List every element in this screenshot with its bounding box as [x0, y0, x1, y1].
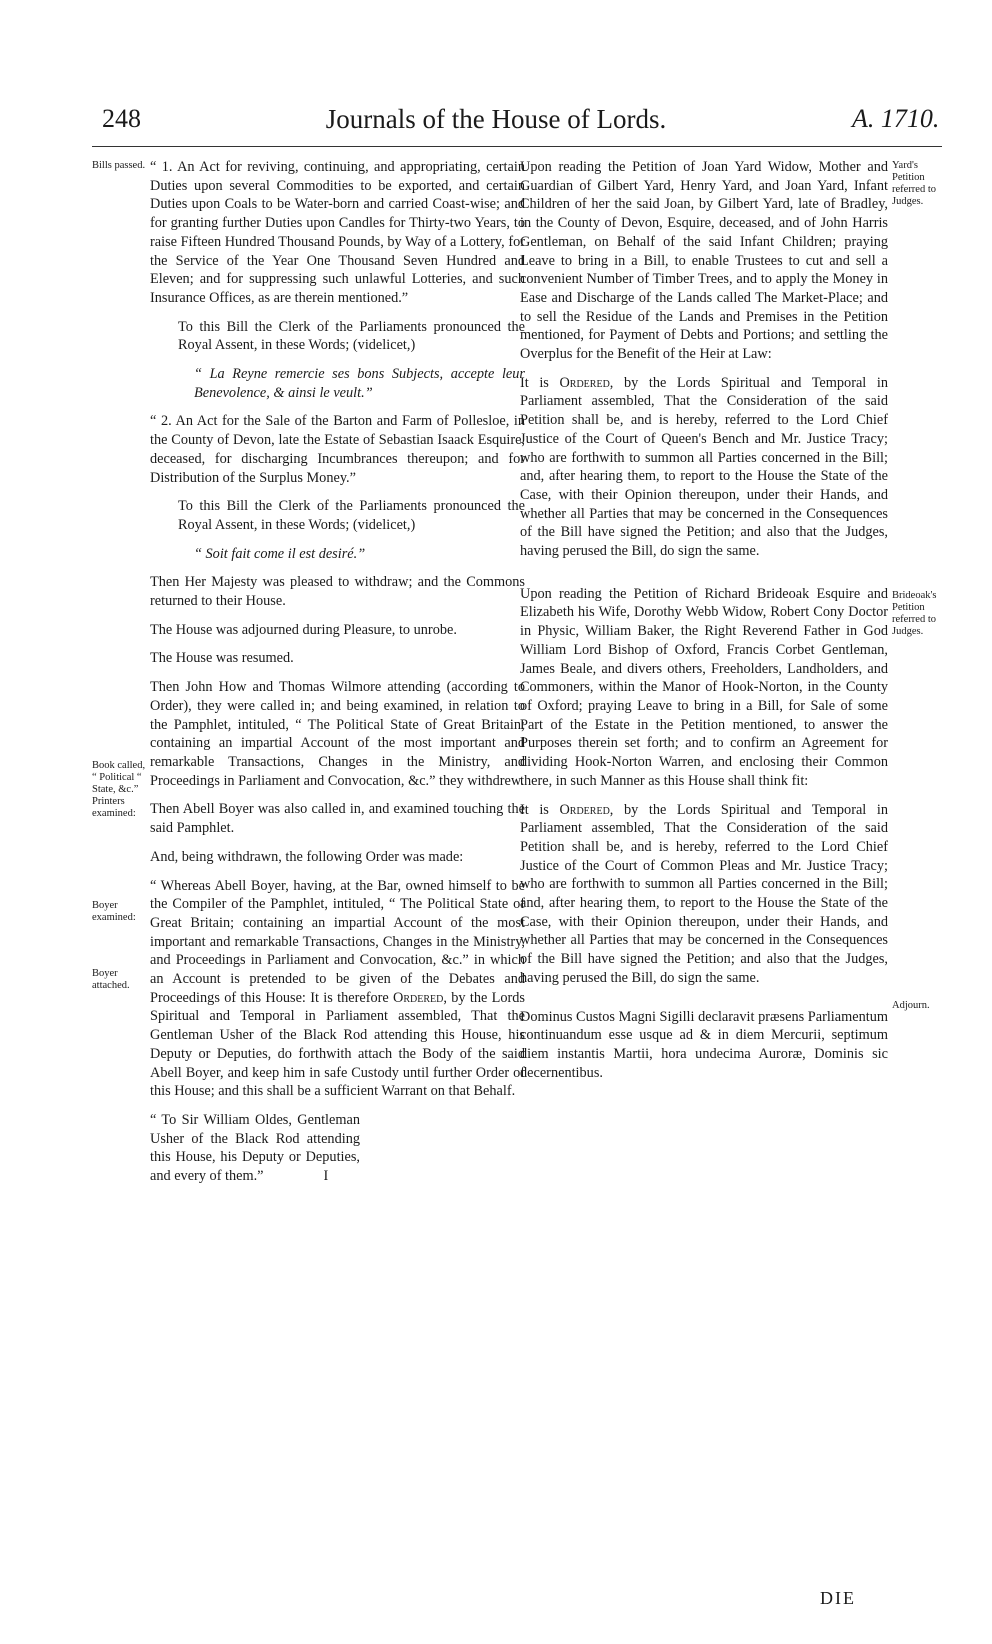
assent-1-words: “ La Reyne remercie ses bons Subjects, accepte leur Benevolence, & ainsi le veult.” [194, 366, 525, 401]
yard-order-paragraph [520, 374, 888, 561]
how-wilmore-paragraph: Then John How and Thomas Wilmore attending (according to Order), they were called in; and being examined, in relation to the Pamphlet, intituled, “ The Political State of Great Britain; containing an impartial Account of the most important and remarkable Transactions, Changes in the Ministry, and Proceedings in Parliament and Convocation, &c.” they withdrew. [150, 679, 525, 789]
margin-note-adjourn: Adjourn. [892, 1000, 930, 1011]
yard-order-text: , by the Lords Spiritual and Temporal in Parliament assembled, That the Consideration of the said Petition shall be, and is hereby, referred to the Lord Chief Justice of the Court of Queen's Bench and Mr. Justice Tracy; who are forthwith to summon all Parties concerned in the Bill; and, after hearing them, to report to the House the State of the Case, with their Opinion thereupon, under their Hands, and whether all Parties that may be concerned in the Consequences of the Bill have signed the Petition; and also that the Judges, having perused the Bill, do sign the same. [520, 374, 888, 560]
assent-2: To this Bill the Clerk of the Parliaments pronounced the Royal Assent, in these Words; (videlicet,) [178, 498, 525, 533]
journal-title: Journals of the House of Lords. [325, 104, 667, 134]
right-column [520, 158, 888, 1092]
it-is-text: It is [520, 801, 560, 818]
assent-1: To this Bill the Clerk of the Parliaments pronounced the Royal Assent, in these Words; (videlicet,) [178, 318, 525, 354]
signature-mark: I [323, 1168, 329, 1185]
whereas-text-a: “ Whereas Abell Boyer, having, at the Bar, owned himself to be the Compiler of the Pamphlet, intituled, “ The Political State of Great Britain; containing an impartial Account of the most important and remarkable Transactions, Changes in the Ministry, and Proceedings in Parliament and Convocation, &c.” in which an Account is pretended to be given of the Debates and Proceedings of this House: It is therefore [150, 877, 525, 1006]
brideoak-order-text: , by the Lords Spiritual and Temporal in Parliament assembled, That the Consideration of the said Petition shall be, and is hereby, referred to the Lord Chief Justice of the Court of Common Pleas and Mr. Justice Tracy; who are forthwith to summon all Parties concerned in the Bill; and, after hearing them, to report to the House the State of the Case, with their Opinion thereupon, under their Hands, and whether all Parties that may be concerned in the Consequences of the Bill have signed the Petition; and also that the Judges, having perused the Bill, do sign the same. [520, 801, 888, 986]
withdraw-paragraph: Then Her Majesty was pleased to withdraw; and the Commons returned to their House. [150, 574, 525, 610]
catchword: DIE [820, 1588, 856, 1608]
act-1: “ 1. An Act for reviving, continuing, and appropriating, certain Duties upon several Commodities to be exported, and certain Duties upon Coals to be Water-born and carried Coast-wise; and for granting further Duties upon Candles for Thirty-two Years, to raise Fifteen Hundred Thousand Pounds, by Way of a Lottery, for the Service of the Year One Thousand Seven Hundred and Eleven; and for suppressing such unlawful Lotteries, and such Insurance Offices, as are therein mentioned.” [150, 159, 525, 306]
page-number: 248 [102, 104, 141, 133]
ordered-word: Ordered [559, 801, 610, 818]
it-is-text: It is [520, 374, 560, 391]
whereas-order [150, 877, 525, 1101]
resumed-paragraph: The House was resumed. [150, 650, 294, 667]
page-header [0, 104, 992, 144]
yard-petition-paragraph: Upon reading the Petition of Joan Yard Widow, Mother and Guardian of Gilbert Yard, Henry Yard, and Joan Yard, Infant Children of her the said Joan, by Gilbert Yard, late of Bradley, in the County of Devon, Esquire, deceased, and of John Harris Gentleman, on Behalf of the said Infant Children; praying Leave to bring in a Bill, to enable Trustees to cut and sell a convenient Number of Timber Trees, and to apply the Money in Ease and Discharge of the Lands called The Market-Place; and to sell the Residue of the Lands and Premises in the Petition mentioned, for Payment of Debts and Portions; and settling the Overplus for the Benefit of the Heir at Law: [520, 159, 888, 363]
assent-2-words: “ Soit fait come il est desiré.” [194, 545, 366, 562]
to-sir-text: “ To Sir William Oldes, Gentleman Usher of the Black Rod attending this House, his Deputy or Deputies, and every of them.” [150, 1111, 360, 1185]
ordered-word: Ordered [393, 989, 444, 1006]
warrant-address [150, 1111, 360, 1186]
left-column [150, 158, 525, 1196]
act-2: “ 2. An Act for the Sale of the Barton and Farm of Pollesloe, in the County of Devon, late the Estate of Sebastian Isaack Esquire, deceased, for discharging Incumbrances thereupon; and for Distribution of the Surplus Money.” [150, 413, 525, 486]
margin-note-boyer-examined: Boyer examined: [92, 900, 136, 923]
header-rule [92, 146, 942, 147]
order-made-paragraph: And, being withdrawn, the following Order was made: [150, 848, 464, 865]
margin-note-yards-petition: Yard's Petition referred to Judges. [892, 160, 937, 207]
margin-note-boyer-attached: Boyer attached. [92, 968, 130, 991]
brideoak-petition-paragraph: Upon reading the Petition of Richard Brideoak Esquire and Elizabeth his Wife, Dorothy Webb Widow, Robert Cony Doctor in Physic, William Baker, the Right Reverend Father in God William Lord Bishop of Oxford, Francis Corbet Gentleman, James Beale, and divers others, Freeholders, Landholders, and Commoners, within the Manor of Hook-Norton, in the County of Oxford; praying Leave to bring in a Bill, for Sale of some Part of the Estate in the Petition mentioned, to answer the Purposes therein set forth; and to confirm an Agreement for dividing Hook-Norton Warren, and enclosing their Common there, in such Manner as this House shall think fit: [520, 585, 888, 789]
margin-note-brideoaks-petition: Brideoak's Petition referred to Judges. [892, 590, 937, 637]
boyer-called-paragraph: Then Abell Boyer was also called in, and examined touching the said Pamphlet. [150, 801, 525, 837]
whereas-text-b: , by the Lords Spiritual and Temporal in Parliament assembled, That the Gentleman Usher of the Black Rod attending this House, his Deputy or Deputies, do forthwith attach the Body of the said Abell Boyer, and keep him in safe Custody until further Order of this House; and this shall be a sufficient Warrant on that Behalf. [150, 989, 526, 1100]
margin-note-book-called: Book called, “ Political “ State, &c.” Printers examined: [92, 760, 146, 819]
adjourned-paragraph: The House was adjourned during Pleasure, to unrobe. [150, 621, 457, 638]
dominus-paragraph: Dominus Custos Magni Sigilli declaravit præsens Parliamentum continuandum esse usque ad & in diem Mercurii, septimum diem instantis Martii, hora undecima Auroræ, Dominis sic decernentibus. [520, 1008, 888, 1081]
brideoak-order-paragraph [520, 801, 888, 988]
ordered-word: Ordered [559, 374, 610, 391]
year: A. 1710. [852, 104, 940, 133]
margin-note-bills-passed: Bills passed. [92, 160, 146, 171]
